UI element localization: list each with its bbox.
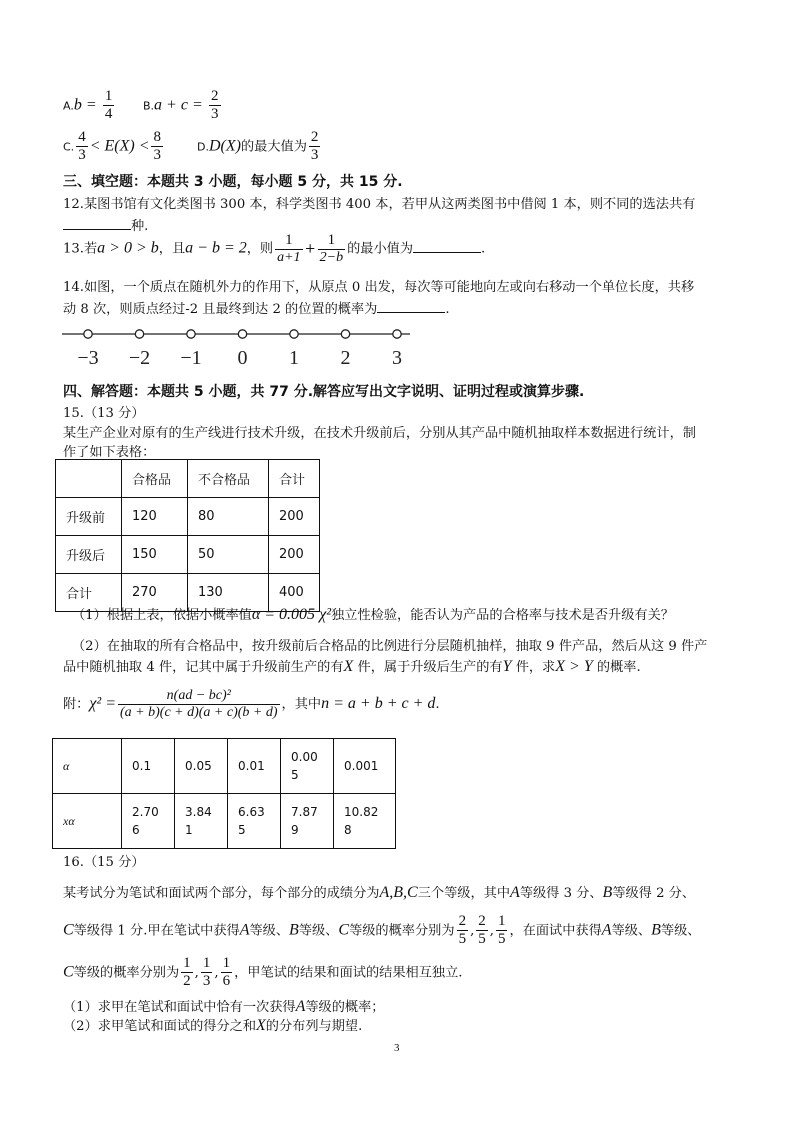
q14-line1: 14.如图，一个质点在随机外力的作用下，从原点 0 出发，每次等可能地向左或向右移动一个单位长度，共移 (63, 280, 695, 295)
answer-blank (63, 217, 131, 230)
q16-text: ，在面试中获得 (509, 923, 602, 939)
table-cell: 270 (122, 574, 188, 612)
q14-line2 (63, 298, 450, 317)
number-line-point (238, 330, 246, 338)
table-header-cell: 合格品 (122, 460, 188, 498)
table-cell: 0.05 (175, 739, 228, 794)
q16-text: 某考试分为笔试和面试两个部分，每个部分的成绩分为 (63, 886, 380, 901)
q15-part1 (72, 604, 674, 624)
q16-text: 等级、 (298, 923, 339, 939)
table-cell: 200 (269, 498, 320, 536)
table-cell: xα (53, 794, 122, 849)
q12-line1: 12.某图书馆有文化类图书 300 本，科学类图书 400 本，若甲从这两类图书中借阅 1 本，则不同的选法共有 (63, 197, 696, 212)
option-d-expr: D(X) (208, 137, 241, 155)
option-a-expr: b = (73, 96, 97, 114)
table-cell: 0.001 (334, 739, 396, 794)
var-abc: A,B,C (379, 884, 418, 901)
var-c: C (338, 921, 350, 939)
q16-line1 (63, 882, 695, 902)
var-a: A (601, 921, 612, 939)
option-c-expr: < E(X) < (89, 137, 150, 155)
var-b: B (651, 921, 661, 939)
table-row (53, 739, 396, 794)
table-cell: 6.63 5 (228, 794, 281, 849)
table-cell: 合计 (56, 574, 122, 612)
table-cell: 0.00 5 (281, 739, 334, 794)
q16-text: （1）求甲在笔试和面试中恰有一次获得 (63, 1000, 296, 1015)
table-cell: 200 (269, 536, 320, 574)
var-x: X (256, 1017, 266, 1034)
q15-part1-text: （1）根据上表，依据小概率值 (72, 608, 252, 623)
fraction: $\frac{1}{6}$ (222, 955, 231, 990)
table-cell: 120 (122, 498, 188, 536)
q16-text: 等级的概率分别为 (349, 923, 455, 939)
fraction: $\frac{1}{a+1}$ (277, 232, 301, 266)
table-header-row (56, 460, 320, 498)
q16-text: 等级、 (611, 923, 652, 939)
number-line-label: 1 (289, 347, 299, 369)
table-cell: 0.1 (122, 739, 175, 794)
fraction: $\frac{2}{5}$ (458, 913, 467, 948)
table-cell: 2.70 6 (122, 794, 175, 849)
number-line-label: 0 (237, 347, 248, 369)
var-a: A (510, 884, 520, 901)
q15-part1-tail: 独立性检验，能否认为产品的合格率与技术是否升级有关？ (331, 608, 674, 623)
q15-part2-text: 件，属于升级后生产的有 (357, 660, 503, 675)
q16-text: 等级的概率； (305, 1000, 385, 1015)
table-cell: 3.84 1 (175, 794, 228, 849)
page-number: 3 (394, 1042, 400, 1054)
number-line-label: 3 (392, 347, 402, 369)
q16-text: 等级的概率分别为 (73, 965, 180, 981)
q16-text: ，甲笔试的结果和面试的结果相互独立. (234, 965, 463, 981)
number-line-point (187, 330, 195, 338)
fraction: $\frac{2}{3}$ (310, 129, 319, 164)
option-d-prefix: D. (197, 140, 209, 154)
table-cell: 400 (269, 574, 320, 612)
q16-line3: C等级的概率分别为 $\frac{1}{2}$ , $\frac{1}{3}$ , $\frac{1}{6}$ ，甲笔试的结果和面试的结果相互独立. (63, 955, 463, 990)
q13-plus: + (304, 241, 316, 257)
table-cell: 50 (188, 536, 269, 574)
var-a: A (295, 998, 306, 1015)
table-row (56, 498, 320, 536)
table-header-cell (56, 460, 122, 498)
q16-text: 等级、 (660, 923, 701, 939)
table-cell: 130 (188, 574, 269, 612)
var-y: Y (502, 658, 512, 675)
table-cell: 150 (122, 536, 188, 574)
q15-header: 15.（13 分） (63, 406, 145, 421)
formula-prefix: 附： (63, 697, 90, 713)
q16-line2: C等级得 1 分.甲在笔试中获得A等级、B等级、C等级的概率分别为 $\frac{2}{5}$ , $\frac{2}{5}$ , $\frac{1}{5}$ ，在面试中获得A等级、B等级、 (63, 913, 701, 948)
q16-part2 (63, 1015, 362, 1035)
option-d-text: 的最大值为 (240, 139, 307, 155)
q14-end: . (445, 302, 450, 317)
number-line-label: −3 (77, 347, 99, 369)
table-row (56, 536, 320, 574)
q16-text: 等级得 1 分.甲在笔试中获得 (73, 923, 240, 939)
formula-lhs: χ² = (89, 695, 117, 713)
q15-part2-line2 (63, 656, 641, 676)
formula-mid: ，其中 (281, 697, 322, 713)
table-cell: α (53, 739, 122, 794)
q16-text: 的分布列与期望. (265, 1019, 363, 1034)
var-b: B (289, 921, 299, 939)
q13-tail: 的最小值为 (347, 241, 414, 257)
answer-blank (377, 300, 445, 313)
q13-cond1: a > 0 > b (97, 239, 159, 257)
option-c-prefix: C. (63, 140, 75, 154)
answer-blank (413, 240, 481, 253)
q15-intro1: 某生产企业对原有的生产线进行技术升级，在技术升级前后，分别从其产品中随机抽取样本数据进行统计，制 (63, 426, 696, 441)
q13-line (63, 232, 485, 266)
q16-text: 等级得 2 分、 (612, 886, 696, 901)
number-line-point (135, 330, 143, 338)
q16-header: 16.（15 分） (63, 855, 145, 870)
fraction: $\frac{8}{3}$ (153, 129, 161, 164)
q11-option-a (63, 88, 116, 124)
option-a-prefix: A. (63, 99, 74, 113)
fraction: $\frac{1}{5}$ (497, 913, 506, 948)
q13-mid: ，且 (158, 241, 186, 257)
q15-part2-text: 的概率. (596, 660, 641, 675)
fraction: $\frac{2}{5}$ (478, 913, 486, 948)
q15-part2-text: 品中随机抽取 4 件，记其中属于升级前生产的有 (63, 660, 344, 675)
var-c: C (63, 921, 74, 939)
table-cell: 10.82 8 (334, 794, 396, 849)
fraction: $\frac{\text{n(ad − bc)²}}{(a + b)(c + d)(a + c)(b + d)}$ (120, 688, 278, 721)
option-b-expr: a + c = (154, 96, 203, 114)
q15-part2-line1: （2）在抽取的所有合格品中，按升级前后合格品的比例进行分层随机抽样，抽取 9 件产品，然后从这 9 件产 (72, 639, 708, 654)
q14-text: 动 8 次，则质点经过-2 且最终到达 2 的位置的概率为 (63, 302, 378, 317)
q11-option-d (197, 129, 322, 165)
q15-formula (63, 688, 440, 721)
section4-title: 四、解答题：本题共 5 小题，共 77 分.解答应写出文字说明、证明过程或演算步骤. (63, 384, 585, 400)
number-line-point (84, 330, 92, 338)
table-cell: 7.87 9 (281, 794, 334, 849)
q15-part2-text: 件，求 (515, 660, 556, 675)
formula-n: n = a + b + c + d (321, 695, 436, 713)
q11-option-c (63, 129, 165, 165)
table-cell: 升级后 (56, 536, 122, 574)
q16-text: 等级得 3 分、 (519, 886, 603, 901)
var-b: B (602, 884, 613, 901)
table-row (53, 794, 396, 849)
table-cell: 升级前 (56, 498, 122, 536)
number-line-point (393, 330, 401, 338)
q13-end: . (481, 241, 486, 257)
section3-title: 三、填空题：本题共 3 小题，每小题 5 分，共 15 分. (63, 174, 403, 190)
number-line-point (341, 330, 349, 338)
q15-alpha: α = 0.005 (251, 606, 316, 623)
table-header-cell: 不合格品 (188, 460, 269, 498)
q12-suffix: 种. (131, 219, 149, 234)
q11-option-b (143, 88, 223, 124)
q16-text: （2）求甲笔试和面试的得分之和 (63, 1019, 257, 1034)
fraction: $\frac{1}{4}$ (104, 88, 113, 123)
var-c: C (63, 963, 74, 981)
fraction: $\frac{1}{2-b}$ (319, 232, 344, 266)
fraction: $\frac{1}{2}$ (183, 955, 191, 990)
q16-part1 (63, 996, 384, 1016)
q15-chi: χ² (319, 606, 332, 623)
q15-data-table (55, 459, 320, 612)
q13-then: ，则 (246, 241, 274, 257)
number-line-label: −2 (128, 347, 151, 369)
fraction: $\frac{2}{3}$ (211, 88, 219, 123)
fraction: $\frac{1}{3}$ (202, 955, 211, 990)
number-line-label: −1 (180, 347, 202, 369)
q15-intro2: 作了如下表格： (63, 445, 156, 460)
var-x: X (343, 658, 354, 675)
number-line-point (290, 330, 298, 338)
q16-text: 等级、 (249, 923, 290, 939)
number-line-label: 2 (340, 347, 351, 369)
var-a: A (239, 921, 250, 939)
formula-end: . (435, 697, 440, 713)
q15-critical-value-table (52, 738, 396, 849)
number-line (60, 322, 420, 372)
table-cell: 80 (188, 498, 269, 536)
option-b-prefix: B. (143, 99, 155, 113)
q13-cond2: a − b = 2 (185, 239, 247, 257)
table-cell: 0.01 (228, 739, 281, 794)
q15-inequality: X > Y (555, 658, 593, 675)
q16-text: 三个等级，其中 (417, 886, 511, 901)
table-header-cell: 合计 (269, 460, 320, 498)
fraction: $\frac{4}{3}$ (78, 129, 86, 164)
q13-prefix: 13.若 (63, 241, 98, 257)
